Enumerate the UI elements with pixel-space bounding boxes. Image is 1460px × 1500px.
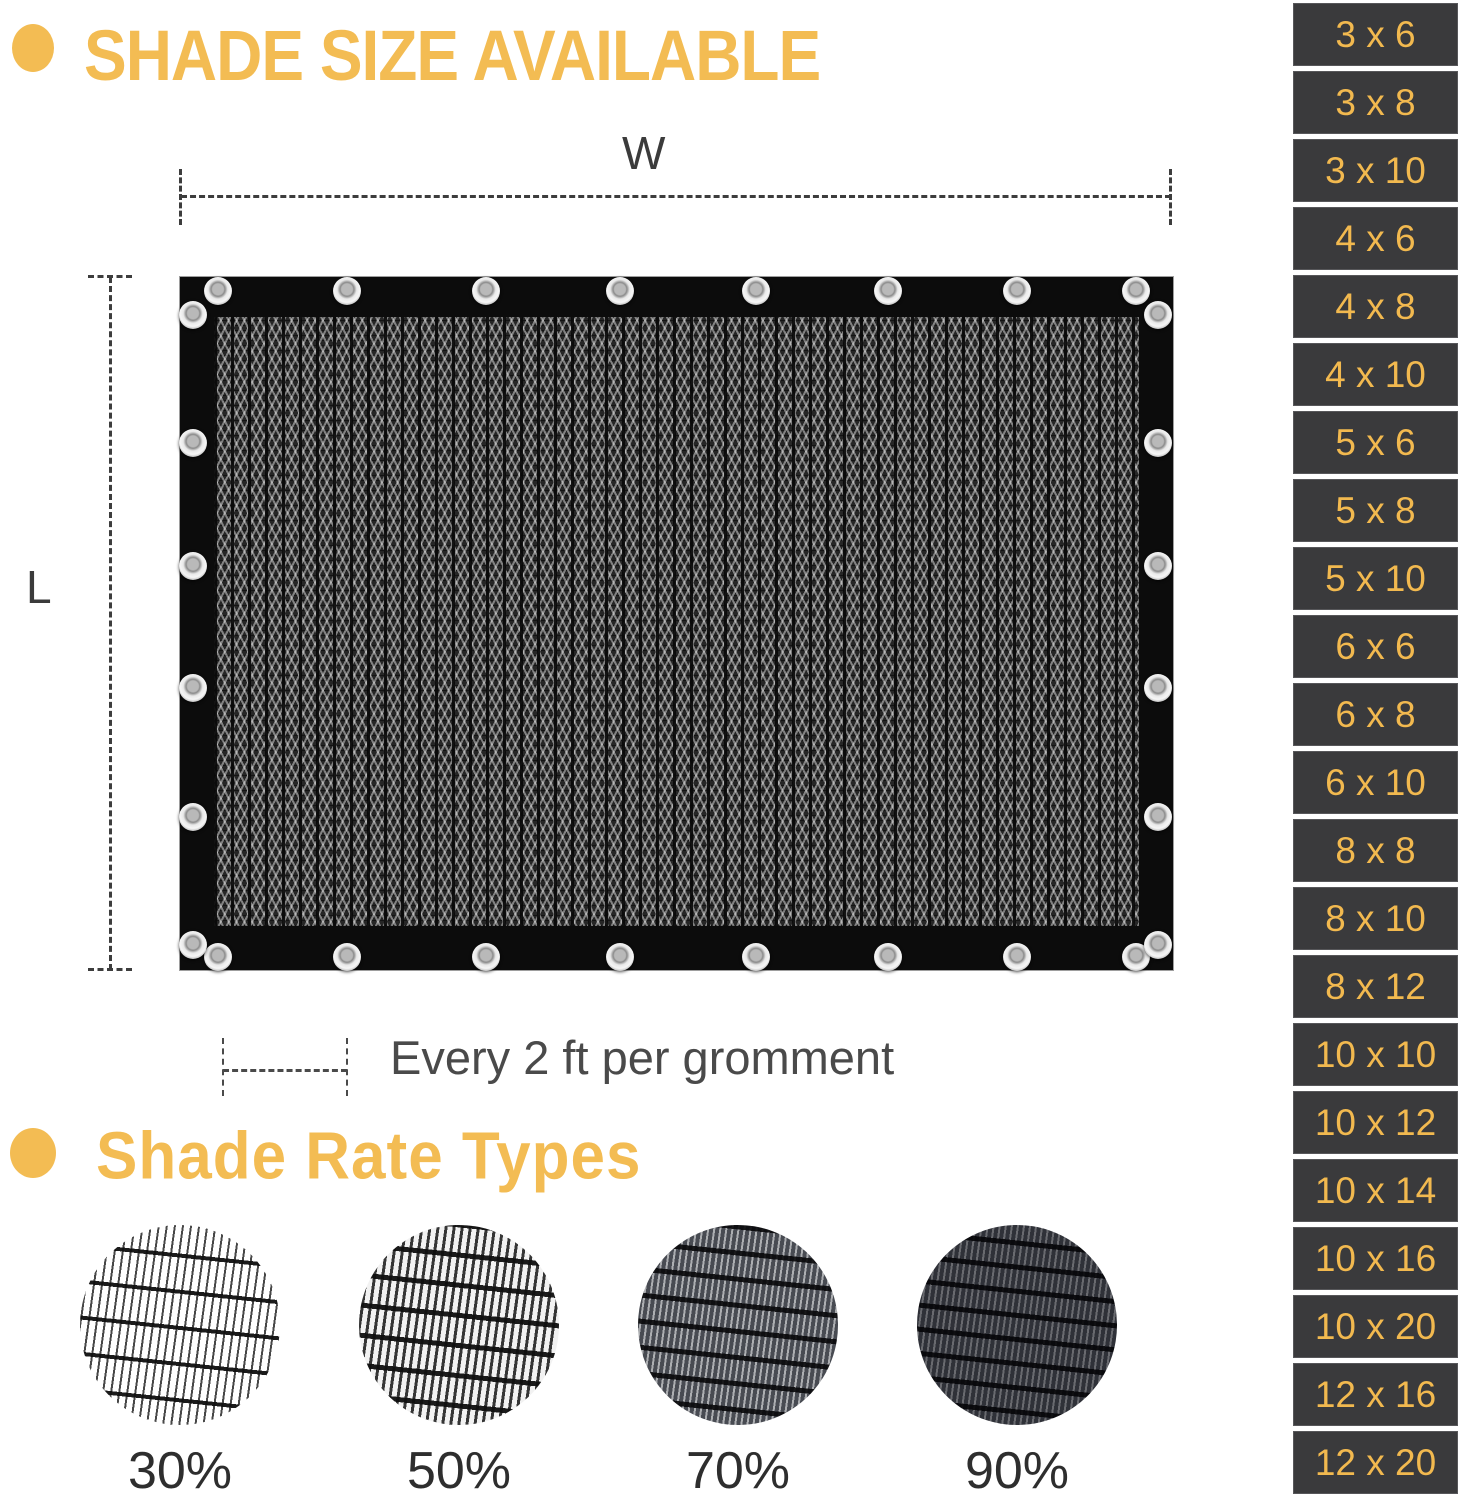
size-option: 5 x 10 [1293, 547, 1458, 610]
length-dimension-tick-top [88, 275, 132, 278]
shade-sample-90-image [914, 1222, 1121, 1429]
shade-rate-item [359, 1225, 559, 1499]
grommet-icon [1144, 301, 1172, 329]
size-option: 3 x 8 [1293, 71, 1458, 134]
size-option: 8 x 12 [1293, 955, 1458, 1018]
bullet-dot-icon [12, 24, 54, 72]
grommet-icon [874, 943, 902, 971]
shade-net [180, 277, 1173, 970]
shade-rate-label: 90% [964, 1442, 1070, 1500]
shade-rate-label: 30% [127, 1442, 233, 1500]
grommet-icon [1003, 943, 1031, 971]
grommet-icon [874, 277, 902, 305]
grommet-icon [742, 943, 770, 971]
shade-rate-item [917, 1225, 1117, 1499]
size-option: 12 x 16 [1293, 1363, 1458, 1426]
size-option: 10 x 16 [1293, 1227, 1458, 1290]
grommet-spacing-note: Every 2 ft per gromment [390, 1031, 895, 1084]
page-title: SHADE SIZE AVAILABLE [84, 15, 821, 96]
shade-sample-30-image [77, 1222, 284, 1429]
grommet-icon [606, 943, 634, 971]
width-dimension-tick-right [1169, 169, 1172, 225]
size-option: 8 x 8 [1293, 819, 1458, 882]
size-option: 6 x 6 [1293, 615, 1458, 678]
grommet-icon [179, 301, 207, 329]
size-option: 3 x 10 [1293, 139, 1458, 202]
grommet-icon [742, 277, 770, 305]
grommet-icon [1144, 552, 1172, 580]
size-option: 10 x 14 [1293, 1159, 1458, 1222]
size-option: 10 x 20 [1293, 1295, 1458, 1358]
grommet-icon [179, 803, 207, 831]
size-option: 6 x 10 [1293, 751, 1458, 814]
length-dimension-line [109, 277, 112, 970]
width-dimension-tick-left [179, 169, 182, 225]
size-option: 12 x 20 [1293, 1431, 1458, 1494]
grommet-icon [472, 277, 500, 305]
shade-rate-item [638, 1225, 838, 1499]
grommet-icon [1122, 277, 1150, 305]
grommet-icon [1144, 803, 1172, 831]
grommet-icon [472, 943, 500, 971]
grommet-icon [179, 552, 207, 580]
grommet-icon [1144, 429, 1172, 457]
shade-sample-70-image [635, 1222, 842, 1429]
size-option: 5 x 6 [1293, 411, 1458, 474]
grommet-spacing-line [223, 1069, 347, 1072]
size-list [1293, 3, 1458, 1494]
size-option: 10 x 12 [1293, 1091, 1458, 1154]
grommet-icon [1003, 277, 1031, 305]
grommet-icon [204, 943, 232, 971]
shade-sample-50-image [356, 1222, 563, 1429]
length-dimension-tick-bottom [88, 968, 132, 971]
size-option: 8 x 10 [1293, 887, 1458, 950]
length-dimension-label: L [26, 561, 52, 613]
width-dimension-label: W [622, 127, 666, 179]
grommet-icon [179, 429, 207, 457]
grommet-icon [1144, 674, 1172, 702]
grommet-icon [179, 931, 207, 959]
grommet-icon [606, 277, 634, 305]
shade-rate-label: 50% [406, 1442, 512, 1500]
mesh-texture [214, 317, 1139, 926]
size-option: 4 x 6 [1293, 207, 1458, 270]
grommet-icon [179, 674, 207, 702]
grommet-icon [333, 943, 361, 971]
size-option: 5 x 8 [1293, 479, 1458, 542]
shade-rate-row [80, 1225, 1117, 1499]
size-option: 6 x 8 [1293, 683, 1458, 746]
size-option: 4 x 8 [1293, 275, 1458, 338]
size-option: 4 x 10 [1293, 343, 1458, 406]
width-dimension-line [181, 195, 1171, 198]
shade-rate-label: 70% [685, 1442, 791, 1500]
grommet-icon [333, 277, 361, 305]
shade-rate-item [80, 1225, 280, 1499]
grommet-icon [1144, 931, 1172, 959]
size-option: 10 x 10 [1293, 1023, 1458, 1086]
size-option: 3 x 6 [1293, 3, 1458, 66]
shade-rate-title: Shade Rate Types [96, 1119, 642, 1194]
bullet-dot-icon [10, 1128, 56, 1178]
grommet-spacing-tick-left [222, 1038, 224, 1096]
grommet-spacing-tick-right [346, 1038, 348, 1096]
grommet-icon [204, 277, 232, 305]
